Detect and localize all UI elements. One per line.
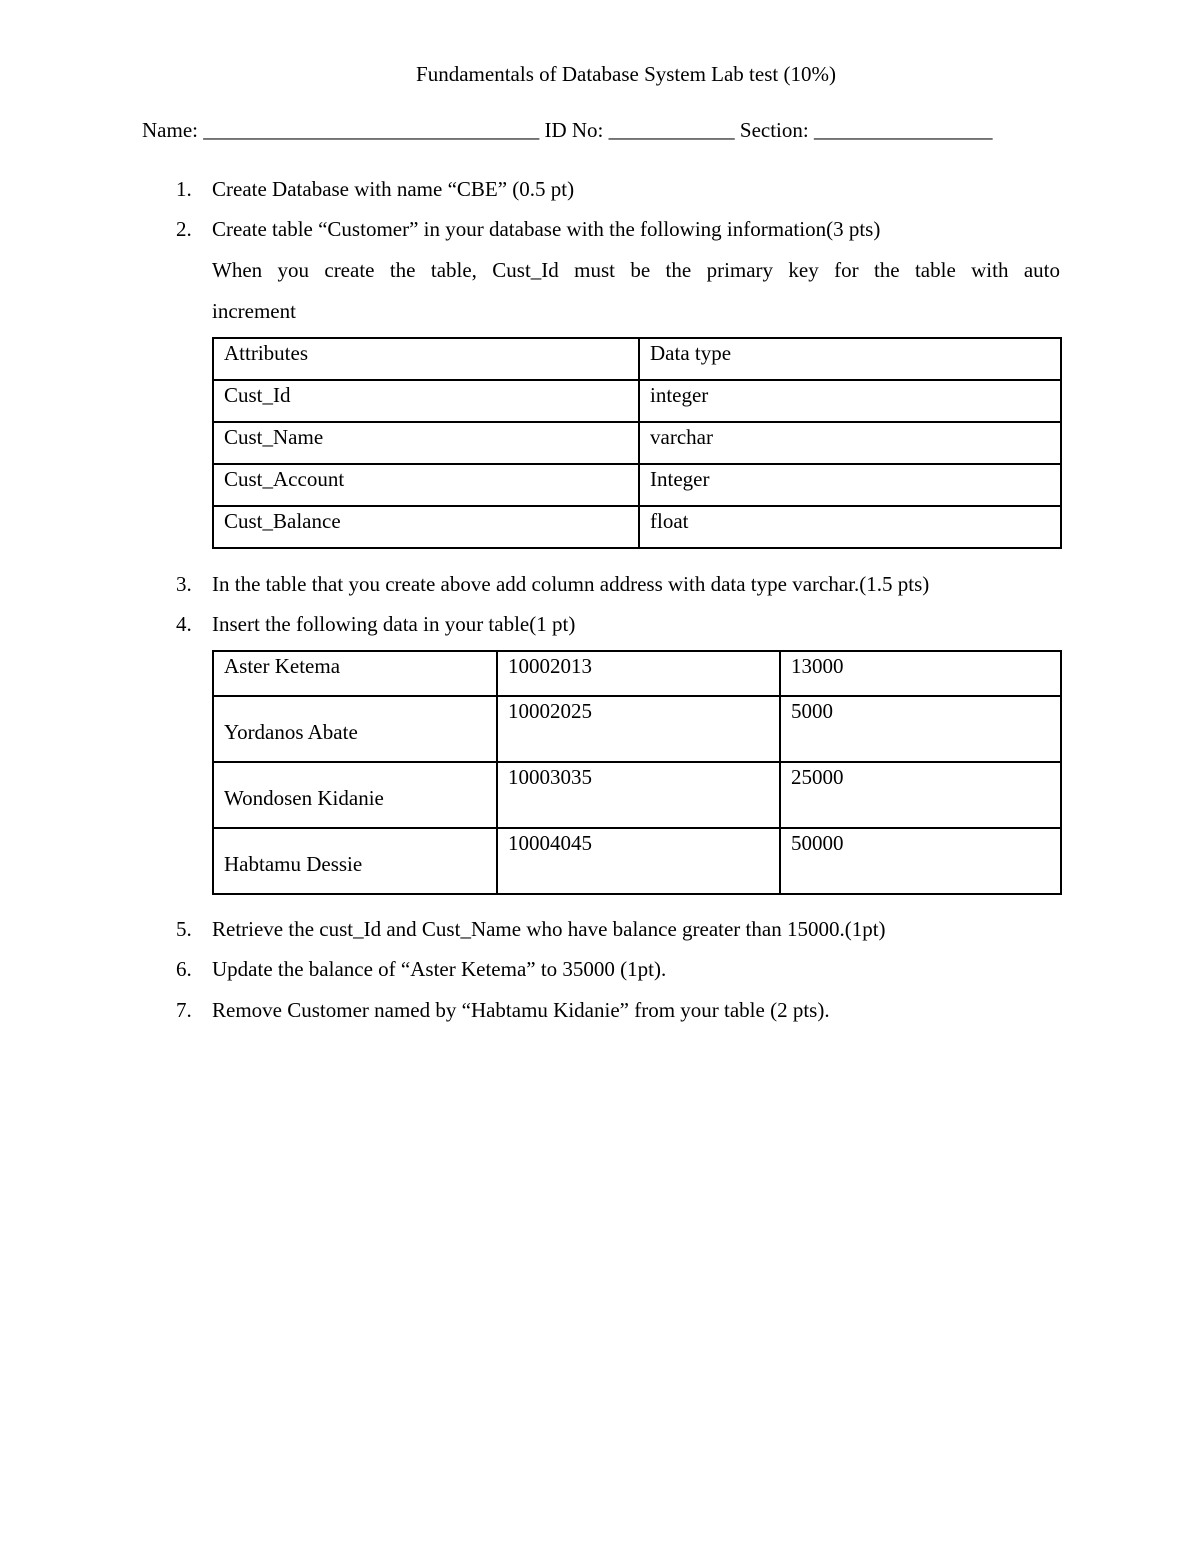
question-2-continuation: When you create the table, Cust_Id must be the primary key for the table with auto bbox=[212, 258, 1060, 282]
table-header-row bbox=[213, 338, 1061, 380]
question-4 bbox=[176, 612, 575, 637]
table-row bbox=[213, 380, 1061, 422]
account-cell: 10002013 bbox=[497, 651, 780, 696]
question-text: Update the balance of “Aster Ketema” to 35000 (1pt). bbox=[212, 957, 667, 981]
balance-cell: 13000 bbox=[780, 651, 1061, 696]
datatype-cell: integer bbox=[639, 380, 1061, 422]
question-number: 5. bbox=[176, 917, 192, 941]
question-text: Create table “Customer” in your database with the following information(3 pts) bbox=[212, 217, 881, 241]
attribute-cell: Cust_Id bbox=[213, 380, 639, 422]
datatype-cell: varchar bbox=[639, 422, 1061, 464]
question-1 bbox=[176, 177, 574, 202]
balance-cell: 5000 bbox=[780, 696, 1061, 762]
question-text: Insert the following data in your table(1 pt) bbox=[212, 612, 576, 636]
customer-name-cell bbox=[213, 762, 497, 828]
question-number: 7. bbox=[176, 998, 192, 1022]
id-blank: ____________ bbox=[608, 118, 735, 142]
question-number: 4. bbox=[176, 612, 192, 636]
section-blank: _________________ bbox=[813, 118, 993, 142]
question-text: Remove Customer named by “Habtamu Kidanie” from your table (2 pts). bbox=[212, 998, 830, 1022]
question-2 bbox=[176, 217, 880, 242]
question-6 bbox=[176, 957, 666, 982]
table-row bbox=[213, 828, 1061, 894]
id-label: ID No: bbox=[544, 118, 604, 142]
customer-name: Habtamu Dessie bbox=[224, 852, 363, 876]
account-cell: 10002025 bbox=[497, 696, 780, 762]
name-blank: ________________________________ bbox=[203, 118, 540, 142]
question-7 bbox=[176, 998, 830, 1023]
question-text: In the table that you create above add column address with data type varchar.(1.5 pts) bbox=[212, 572, 930, 596]
table-row bbox=[213, 762, 1061, 828]
question-text: Retrieve the cust_Id and Cust_Name who have balance greater than 15000.(1pt) bbox=[212, 917, 886, 941]
table-row bbox=[213, 422, 1061, 464]
question-number: 1. bbox=[176, 177, 192, 201]
table-row bbox=[213, 651, 1061, 696]
question-text: Create Database with name “CBE” (0.5 pt) bbox=[212, 177, 575, 201]
question-2-continuation-2: increment bbox=[212, 299, 296, 323]
account-cell: 10004045 bbox=[497, 828, 780, 894]
customer-name-cell bbox=[213, 696, 497, 762]
question-number: 6. bbox=[176, 957, 192, 981]
table-row bbox=[213, 696, 1061, 762]
question-5 bbox=[176, 917, 886, 942]
table-row bbox=[213, 506, 1061, 548]
customer-name: Wondosen Kidanie bbox=[224, 786, 384, 810]
name-label: Name: bbox=[142, 118, 198, 142]
table-row bbox=[213, 464, 1061, 506]
column-header: Data type bbox=[639, 338, 1061, 380]
customer-name: Yordanos Abate bbox=[224, 720, 358, 744]
account-cell: 10003035 bbox=[497, 762, 780, 828]
attribute-cell: Cust_Balance bbox=[213, 506, 639, 548]
section-label: Section: bbox=[739, 118, 809, 142]
question-number: 2. bbox=[176, 217, 192, 241]
attribute-cell: Cust_Account bbox=[213, 464, 639, 506]
customer-data-table bbox=[212, 650, 1062, 895]
customer-name-cell: Aster Ketema bbox=[213, 651, 497, 696]
column-header: Attributes bbox=[213, 338, 639, 380]
datatype-cell: float bbox=[639, 506, 1061, 548]
attribute-cell: Cust_Name bbox=[213, 422, 639, 464]
page-title: Fundamentals of Database System Lab test (10%) bbox=[416, 62, 836, 86]
balance-cell: 25000 bbox=[780, 762, 1061, 828]
balance-cell: 50000 bbox=[780, 828, 1061, 894]
schema-table bbox=[212, 337, 1062, 549]
student-info-line bbox=[142, 118, 992, 143]
question-number: 3. bbox=[176, 572, 192, 596]
customer-name-cell bbox=[213, 828, 497, 894]
datatype-cell: Integer bbox=[639, 464, 1061, 506]
question-3 bbox=[176, 572, 929, 597]
